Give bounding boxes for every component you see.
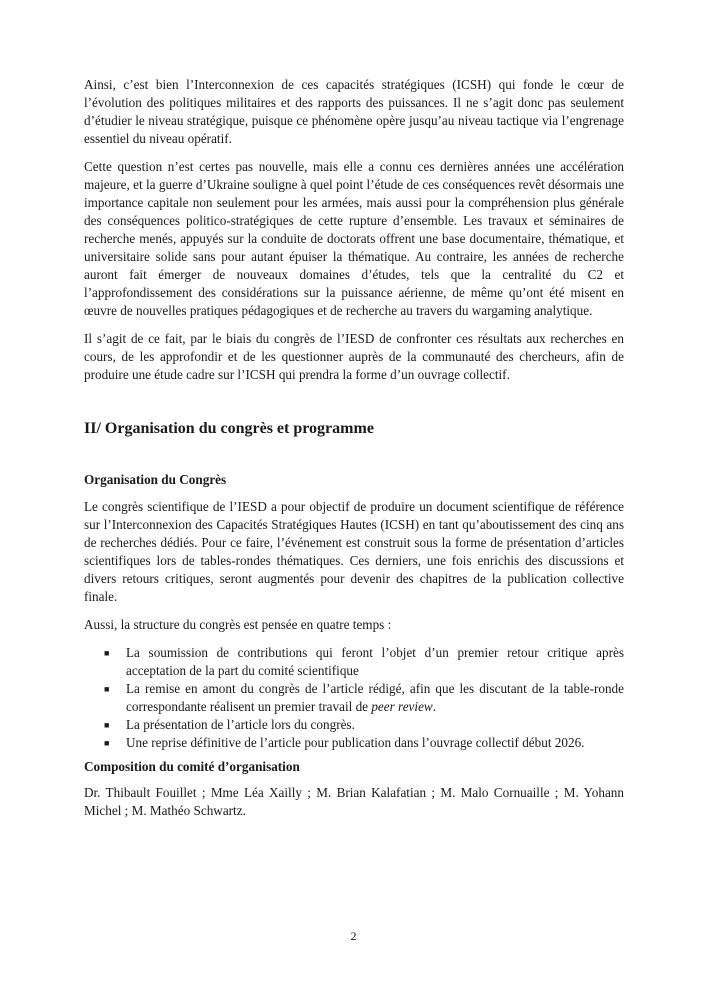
congress-structure-list [84,644,624,752]
list-item-text: La remise en amont du congrès de l’article rédigé, afin que les discutant de la table-ronde correspondante réalisent un premier travail de [126,681,624,714]
list-item [84,644,624,680]
square-bullet-icon: ■ [104,684,110,694]
intro-paragraph-3: Il s’agit de ce fait, par le biais du congrès de l’IESD de confronter ces résultats aux recherches en cours, de les approfondir et de les questionner auprès de la communauté des chercheurs, afin de produire une étude cadre sur l’ICSH qui prendra la forme d’un ouvrage collectif. [84,331,624,382]
committee-members: Dr. Thibault Fouillet ; Mme Léa Xailly ; M. Brian Kalafatian ; M. Malo Cornuaille ; M. Yohann Michel ; M. Mathéo Schwartz. [84,785,624,818]
list-item [84,716,624,734]
intro-paragraph-1: Ainsi, c’est bien l’Interconnexion de ces capacités stratégiques (ICSH) qui fonde le cœur de l’évolution des politiques militaires et des rapports des puissances. Il ne s’agit donc pas seulement d’étudier le niveau stratégique, puisque ce phénomène opère jusqu’au niveau tactique via l’engrenage essentiel du niveau opératif. [84,77,624,146]
page-content [84,76,624,830]
list-item-suffix: . [432,699,437,714]
organisation-paragraph-1: Le congrès scientifique de l’IESD a pour objectif de produire un document scientifique de référence sur l’Interconnexion des Capacités Stratégiques Hautes (ICSH) en tant qu’aboutissement des cinq ans de recherches dédiés. Pour ce faire, l’événement est construit sous la forme de présentation d’articles scientifiques lors de tables-rondes thématiques. Ces derniers, une fois enrichis des discussions et divers retours critiques, seront augmentés pour devenir des chapitres de la publication collective finale. [84,499,624,604]
page-number: 2 [350,929,357,943]
square-bullet-icon: ■ [104,738,110,748]
list-item [84,680,624,716]
list-item-text: Une reprise définitive de l’article pour publication dans l’ouvrage collectif début 2026. [126,735,585,750]
section-title: II/ Organisation du congrès et programme [84,420,374,437]
organisation-heading: Organisation du Congrès [84,472,227,487]
committee-heading: Composition du comité d’organisation [84,759,300,774]
list-item [84,734,624,752]
list-item-emphasis: peer review [371,699,433,714]
square-bullet-icon: ■ [104,648,110,658]
list-item-text: La présentation de l’article lors du congrès. [126,717,355,732]
square-bullet-icon: ■ [104,720,110,730]
list-item-text: La soumission de contributions qui feront l’objet d’un premier retour critique après acceptation de la part du comité scientifique [126,645,624,678]
intro-paragraph-2: Cette question n’est certes pas nouvelle, mais elle a connu ces dernières années une accélération majeure, et la guerre d’Ukraine souligne à quel point l’étude de ces conséquences revêt désormais une importance capitale non seulement pour les armées, mais aussi pour la compréhension plus générale des conséquences politico-stratégiques de cette rupture d’ensemble. Les travaux et séminaires de recherche menés, appuyés sur la conduite de doctorats offrent une base documentaire, thématique, et universitaire solide sans pour autant épuiser la thématique. Au contraire, les années de recherche auront fait émerger de nouveaux domaines d’études, tels que la centralité du C2 et l’approfondissement des considérations sur la puissance aérienne, de même qu’ont été misent en œuvre de nouvelles pratiques pédagogiques et de recherche au travers du wargaming analytique. [84,159,624,318]
organisation-paragraph-2: Aussi, la structure du congrès est pensée en quatre temps : [84,617,392,632]
